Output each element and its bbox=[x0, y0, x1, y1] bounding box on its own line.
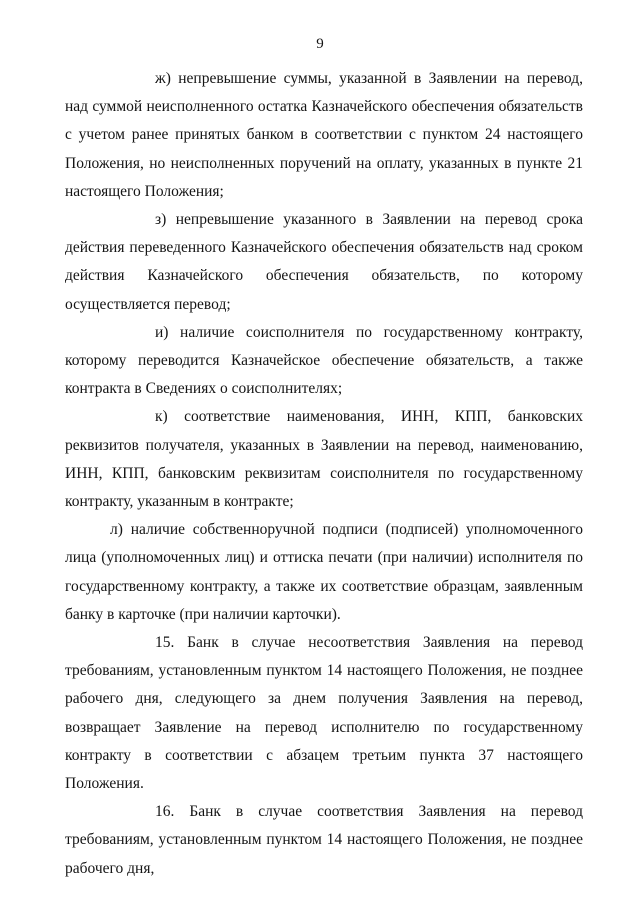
paragraph-marker: ж) bbox=[155, 70, 171, 87]
paragraph-text: Банк в случае несоответствия Заявления на перевод требованиям, установленным пунктом 14 настоящего Положения, не позднее рабочего дня, следующего за днем получения Заявления на перевод, возвращает Заявление на перевод исполнителю по государственному контракту в соответствии с абзацем третьим пункта 37 настоящего Положения. bbox=[65, 634, 583, 793]
paragraph-marker: 16. bbox=[155, 803, 175, 821]
paragraph-z bbox=[65, 206, 583, 319]
paragraph-text: наличие соисполнителя по государственному контракту, которому переводится Казначейское обеспечение обязательств, а также контракта в Сведениях о соисполнителях; bbox=[65, 323, 583, 398]
paragraph-marker: 15. bbox=[155, 634, 175, 652]
document-body bbox=[65, 65, 583, 883]
paragraph-marker: и) bbox=[155, 323, 169, 341]
paragraph-text: непревышение указанного в Заявлении на перевод срока действия переведенного Казначейского обеспечения обязательств над сроком действия Казначейского обеспечения обязательств, по которому осуществляется перевод; bbox=[65, 211, 583, 313]
paragraph-zh bbox=[65, 65, 583, 206]
page-number: 9 bbox=[316, 36, 324, 52]
paragraph-marker: з) bbox=[155, 211, 167, 229]
paragraph-text: наличие собственноручной подписи (подписей) уполномоченного лица (уполномоченных лиц) и оттиска печати (при наличии) исполнителя по государственному контракту, а также их соответствие образцам, заявленным банку в карточке (при наличии карточки). bbox=[65, 521, 584, 623]
paragraph-text: соответствие наименования, ИНН, КПП, банковских реквизитов получателя, указанных в Заявлении на перевод, наименованию, ИНН, КПП, банковским реквизитам соисполнителя по государственному контракту, указанным в контракте; bbox=[65, 408, 584, 511]
paragraph-text: непревышение суммы, указанной в Заявлении на перевод, над суммой неисполненного остатка Казначейского обеспечения обязательств с учетом ранее принятых банком в соответствии с пунктом 24 настоящего Положения, но неисполненных поручений на оплату, указанных в пункте 21 настоящего Положения; bbox=[65, 70, 583, 200]
paragraph-k bbox=[65, 403, 583, 516]
paragraph-l bbox=[65, 516, 583, 629]
paragraph-marker: л) bbox=[110, 521, 123, 539]
paragraph-16 bbox=[65, 798, 583, 883]
paragraph-i bbox=[65, 319, 583, 404]
paragraph-15 bbox=[65, 629, 583, 798]
paragraph-text: Банк в случае соответствия Заявления на перевод требованиям, установленным пунктом 14 настоящего Положения, не позднее рабочего дня, bbox=[65, 803, 583, 877]
paragraph-marker: к) bbox=[155, 408, 168, 426]
